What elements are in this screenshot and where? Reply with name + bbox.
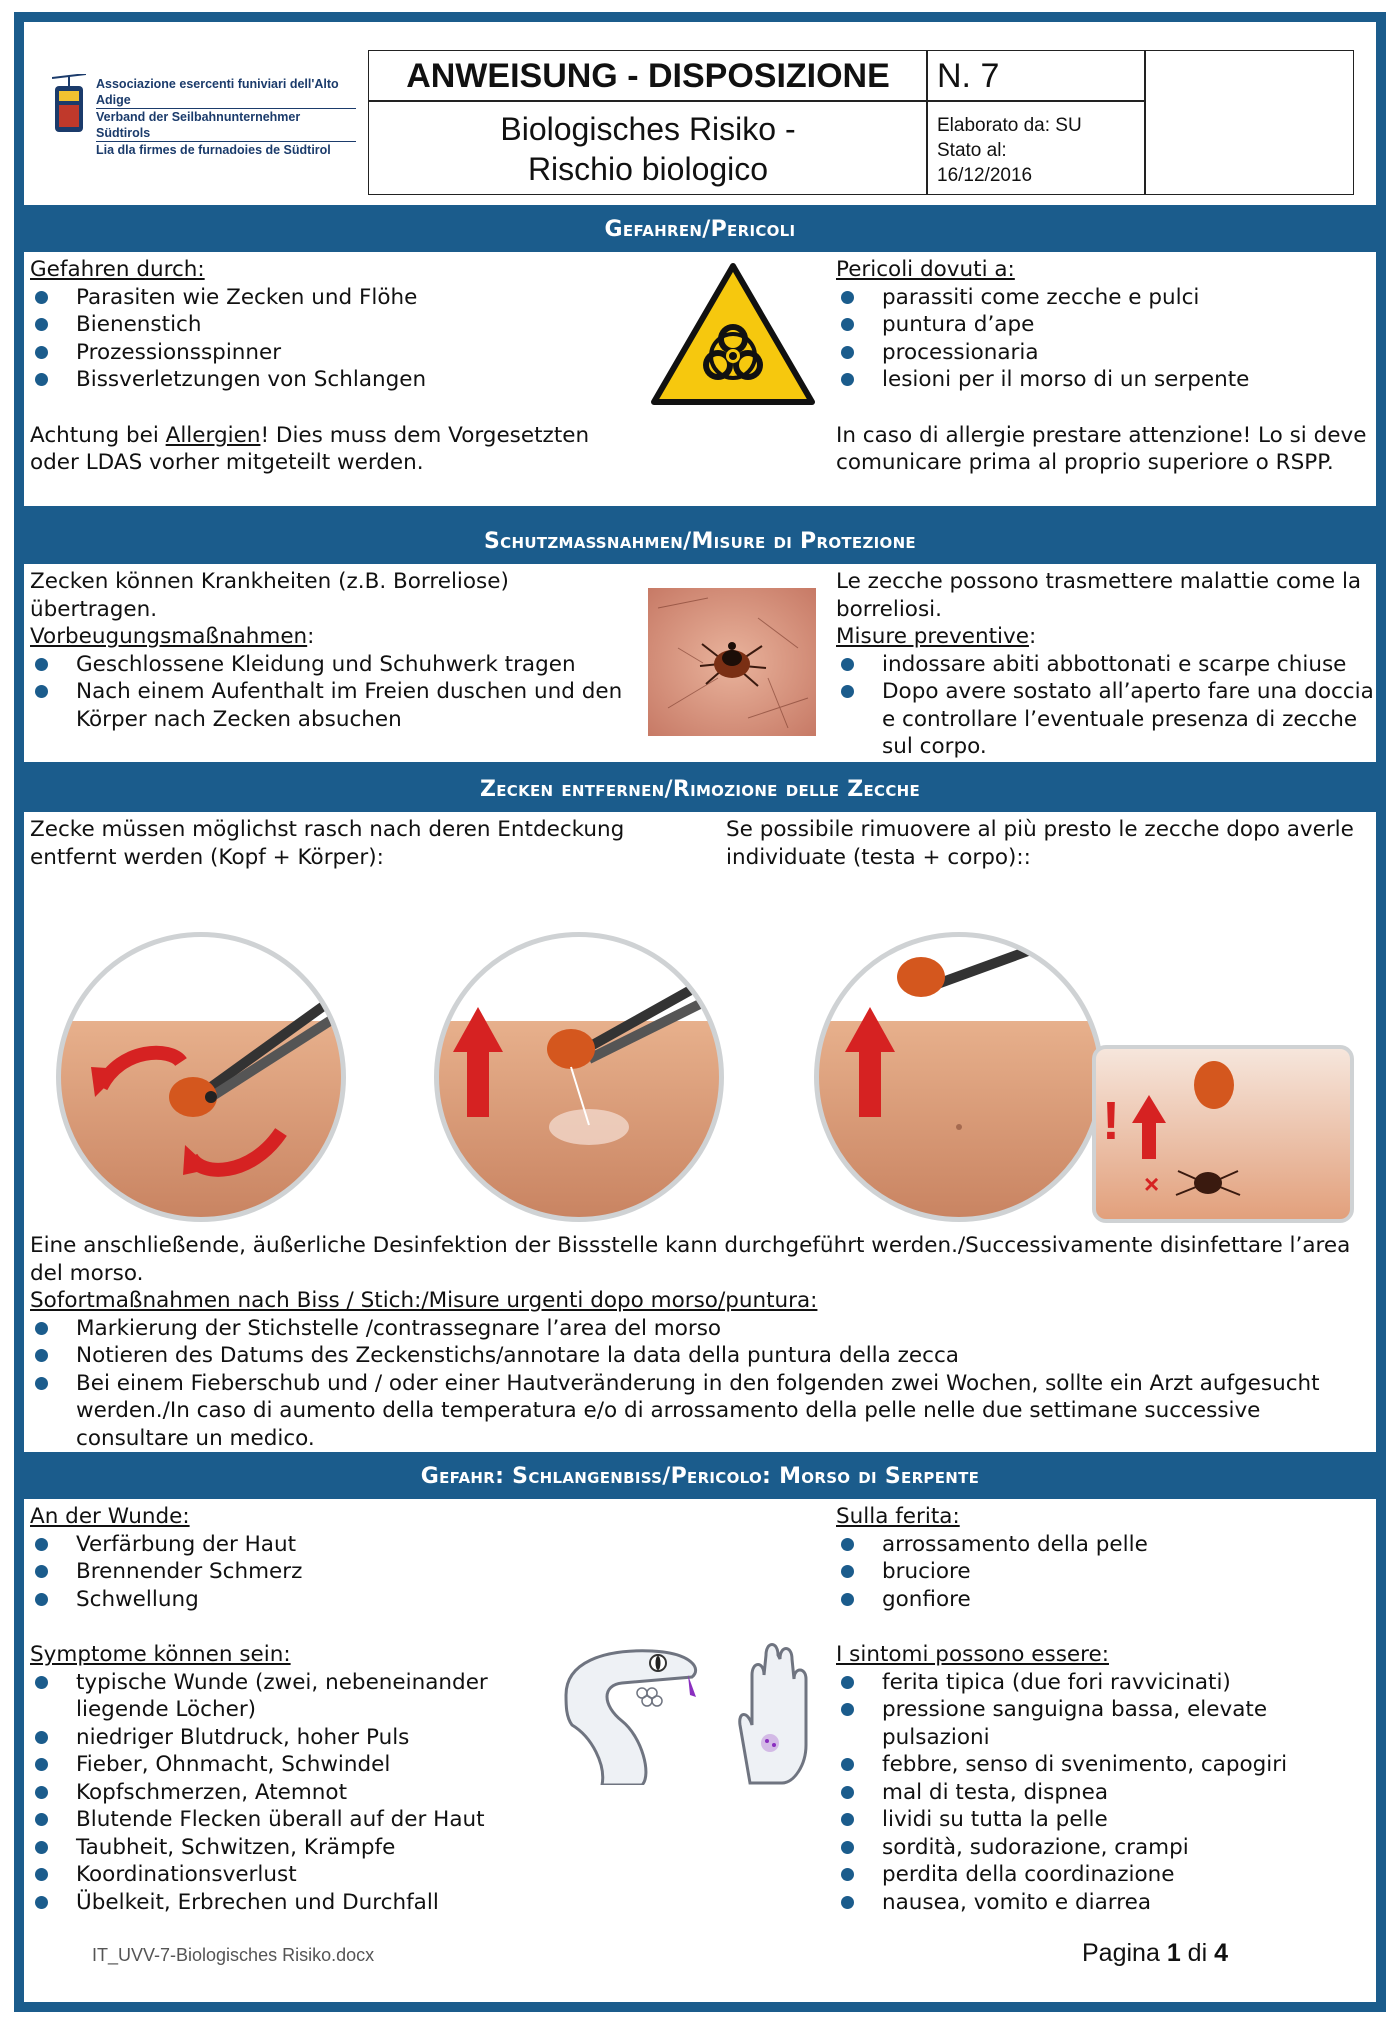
doc-type: ANWEISUNG - DISPOSIZIONE [406,57,890,95]
list-item: mal di testa, dispnea [836,1779,1371,1807]
list-item: Übelkeit, Erbrechen und Durchfall [30,1889,570,1917]
list-item: nausea, vomito e diarrea [836,1889,1371,1917]
section-title-protection: Schutzmaßnahmen/Misure di Protezione [484,529,916,554]
doc-number: N. 7 [937,57,1000,95]
list-item: Bissverletzungen von Schlangen [30,366,640,394]
removal-step-result-illustration [814,932,1104,1222]
list-item: Nach einem Aufenthalt im Freien duschen und den Körper nach Zecken absuchen [30,678,640,733]
removal-de-intro: Zecke müssen möglichst rasch nach deren Entdeckung entfernt werden (Kopf + Körper): [30,817,625,870]
protection-de [30,568,640,733]
list-item: puntura d’ape [836,311,1371,339]
list-item: febbre, senso di svenimento, capogiri [836,1751,1371,1779]
protection-de-heading: Vorbeugungsmaßnahmen [30,624,308,649]
biohazard-warning-icon [648,260,818,410]
section-protection [24,564,1376,762]
blank-cell [1144,50,1354,195]
list-item: lesioni per il morso di un serpente [836,366,1371,394]
logo-line-1: Associazione esercenti funiviari dell'Alto Adige [96,77,339,107]
protection-de-intro: Zecken können Krankheiten (z.B. Borreliose) übertragen. [30,569,509,622]
list-item: Bei einem Fieberschub und / oder einer Hautveränderung in den folgenden zwei Wochen, sollte ein Arzt aufgesucht werden./In caso di aumento della temperatura e/o di arrossamento della pelle nelle due settimane successive consultare un medico. [30,1370,1370,1453]
section-bar-tick-removal [24,768,1376,810]
allergy-note-pre: Achtung bei [30,422,166,448]
logo-line-2: Verband der Seilbahnunternehmer Südtirols [96,108,356,142]
hazards-de [30,256,640,477]
association-logo [52,66,352,166]
page-of-label: di [1187,1939,1208,1967]
status-label: Stato al: [937,140,1007,161]
disinfect-note: Eine anschließende, äußerliche Desinfektion der Bissstelle kann durchgeführt werden./Successivamente disinfettare l’area del morso. [30,1233,1351,1286]
list-item: Blutende Flecken überall auf der Haut [30,1806,570,1834]
title-cell [368,100,928,195]
list-item: processionaria [836,339,1371,367]
section-title-hazards: Gefahren/Pericoli [604,217,796,242]
list-item: Schwellung [30,1586,570,1614]
status-date: 16/12/2016 [937,165,1033,186]
footer-filename: IT_UVV-7-Biologisches Risiko.docx [92,1945,375,1965]
footer-page-number [1082,1939,1228,1968]
list-item: Dopo avere sostato all’aperto fare una doccia e controllare l’eventuale presenza di zecche sul corpo. [836,678,1376,761]
tick-photo [648,588,816,736]
section-title-snakebite: Gefahr: Schlangenbiss/Pericolo: Morso di Serpente [420,1464,980,1489]
hazards-it-heading: Pericoli dovuti a: [836,257,1015,282]
page-current: 1 [1166,1939,1181,1967]
section-bar-snakebite [24,1455,1376,1497]
elaborated-by: Elaborato da: SU [937,115,1082,136]
list-item: Notieren des Datums des Zeckenstichs/annotare la data della puntura della zecca [30,1342,1370,1370]
svg-text:×: × [1144,1169,1160,1199]
list-item: perdita della coordinazione [836,1861,1371,1889]
list-item: Prozessionsspinner [30,339,640,367]
list-item: parassiti come zecche e pulci [836,284,1371,312]
urgent-measures [30,1287,1370,1452]
list-item: Markierung der Stichstelle /contrassegnare l’area del morso [30,1315,1370,1343]
meta-cell [926,100,1146,195]
protection-it [836,568,1376,761]
snakebite-de [30,1503,570,1916]
list-item: typische Wunde (zwei, nebeneinander liegende Löcher) [30,1669,570,1724]
section-tick-removal [24,812,1376,1452]
list-item: pressione sanguigna bassa, elevate pulsazioni [836,1696,1371,1751]
list-item: Brennender Schmerz [30,1558,570,1586]
list-item: bruciore [836,1558,1371,1586]
section-snakebite [24,1499,1376,2002]
section-hazards [24,252,1376,506]
removal-it-intro: Se possibile rimuovere al più presto le zecche dopo averle individuate (testa + corpo):: [726,817,1354,870]
allergy-note-de [30,422,640,477]
section-bar-protection [24,520,1376,562]
snakebite-illustration [562,1625,832,1785]
list-item: Koordinationsverlust [30,1861,570,1889]
removal-warning-inset [1092,1045,1354,1223]
title-it: Rischio biologico [527,151,769,187]
list-item: gonfiore [836,1586,1371,1614]
svg-text:!: ! [1102,1091,1120,1151]
list-item: Taubheit, Schwitzen, Krämpfe [30,1834,570,1862]
removal-step-rotate-illustration [56,932,346,1222]
list-item: sordità, sudorazione, crampi [836,1834,1371,1862]
number-cell [926,50,1146,102]
allergy-link[interactable]: Allergien [165,422,261,448]
symptoms-de-heading: Symptome können sein: [30,1642,291,1667]
page-frame [14,12,1386,2012]
document-header [24,22,1376,205]
protection-it-heading-line: Misure preventive: [836,624,1037,649]
list-item: Bienenstich [30,311,640,339]
list-item: arrossamento della pelle [836,1531,1371,1559]
symptoms-it-heading: I sintomi possono essere: [836,1642,1109,1667]
list-item: Fieber, Ohnmacht, Schwindel [30,1751,570,1779]
section-title-tick-removal: Zecken entfernen/Rimozione delle Zecche [479,777,921,802]
hazards-de-heading: Gefahren durch: [30,257,205,282]
doc-type-cell [368,50,928,102]
list-item: Verfärbung der Haut [30,1531,570,1559]
allergy-note-it: In caso di allergie prestare attenzione! Lo si deve comunicare prima al proprio superiore o RSPP. [836,422,1367,475]
section-bar-hazards [24,208,1376,250]
page-total: 4 [1214,1939,1228,1967]
list-item: niedriger Blutdruck, hoher Puls [30,1724,570,1752]
list-item: Parasiten wie Zecken und Flöhe [30,284,640,312]
snakebite-it [836,1503,1371,1916]
list-item: Geschlossene Kleidung und Schuhwerk tragen [30,651,640,679]
header-top-rule [24,22,1376,30]
logo-line-3: Lia dla firmes de furnadoies de Südtirol [96,143,331,157]
list-item: Kopfschmerzen, Atemnot [30,1779,570,1807]
wound-it-heading: Sulla ferita: [836,1504,960,1529]
hazards-it [836,256,1371,477]
allergy-note-post: ! Dies muss dem Vorgesetzten oder LDAS vorher mitgeteilt werden. [30,422,590,475]
title-de: Biologisches Risiko - [500,111,796,147]
list-item: ferita tipica (due fori ravvicinati) [836,1669,1371,1697]
cable-car-icon [52,74,86,136]
protection-de-heading-line: Vorbeugungsmaßnahmen: [30,624,315,649]
protection-it-heading: Misure preventive [836,624,1029,649]
wound-de-heading: An der Wunde: [30,1504,190,1529]
list-item: lividi su tutta la pelle [836,1806,1371,1834]
urgent-heading: Sofortmaßnahmen nach Biss / Stich:/Misure urgenti dopo morso/puntura: [30,1288,818,1313]
page-label: Pagina [1082,1939,1160,1967]
protection-it-intro: Le zecche possono trasmettere malattie come la borreliosi. [836,569,1362,622]
list-item: indossare abiti abbottonati e scarpe chiuse [836,651,1376,679]
removal-step-pull-illustration [434,932,724,1222]
